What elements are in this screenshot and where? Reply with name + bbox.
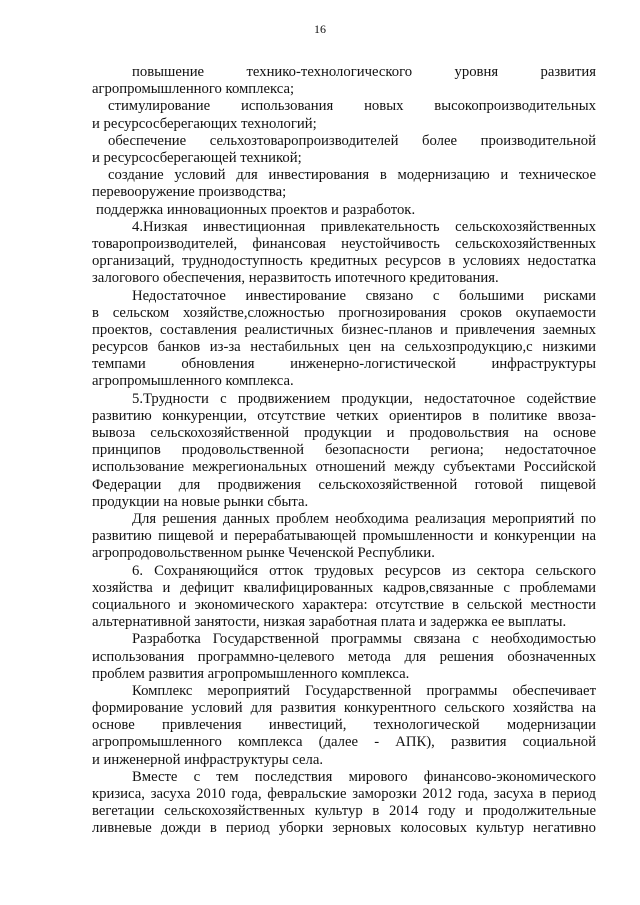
text-line: агропромышленного комплекса; (92, 81, 295, 98)
paragraph (92, 631, 596, 683)
paragraph (92, 511, 596, 563)
paragraph (92, 202, 596, 219)
text-line: Вместе с тем последствия мирового финансово-экономического (132, 768, 596, 785)
text-line: проблем развития агропромышленного комплекса. (92, 665, 410, 682)
text-line: Недостаточное инвестирование связано с большими рисками (132, 287, 596, 304)
text-line: в сельском хозяйстве,сложностью прогнозирования сроков окупаемости (92, 304, 596, 321)
text-line: перевооружение производства; (92, 184, 287, 201)
paragraph (92, 167, 596, 201)
text-line: 6. Сохраняющийся отток трудовых ресурсов из сектора сельского (132, 562, 596, 579)
text-line: организаций, труднодоступность кредитных ресурсов в условиях недостатка (92, 253, 596, 270)
text-line: поддержка инновационных проектов и разработок. (96, 201, 416, 218)
paragraph (92, 563, 596, 632)
text-line: агропромышленного комплекса. (92, 373, 294, 390)
text-line: Для решения данных проблем необходима реализация мероприятий по (132, 511, 596, 527)
text-line: развитию конкуренции, отсутствие четких ориентиров в политике ввоза- (92, 407, 596, 424)
document-body (92, 64, 596, 838)
text-line: 4.Низкая инвестиционная привлекательность сельскохозяйственных (132, 218, 596, 235)
text-line: и инженерной инфраструктуры села. (92, 751, 324, 768)
paragraph (92, 64, 596, 98)
text-line: хозяйства и дефицит квалифицированных кадров,связанные с проблемами (92, 579, 596, 596)
text-line: стимулирование использования новых высокопроизводительных (108, 98, 596, 115)
text-line: вывоза сельскохозяйственной продукции и продовольствия на основе (92, 425, 596, 442)
text-line: развитию пищевой и перерабатывающей промышленности и конкуренции на (92, 528, 596, 545)
text-line: ресурсов банков из-за нестабильных цен на сельхозпродукцию,с низкими (92, 339, 596, 356)
text-line: залогового обеспечения, неразвитость ипотечного кредитования. (92, 270, 499, 287)
text-line: 5.Трудности с продвижением продукции, недостаточное содействие (132, 390, 596, 407)
text-line: агропромышленного комплекса (далее - АПК), развития социальной (92, 734, 596, 751)
text-line: кризиса, засуха 2010 года, февральские заморозки 2012 года, засуха в период (92, 786, 596, 803)
text-line: проектов, составления реалистичных бизнес-планов и привлечения заемных (92, 321, 596, 338)
paragraph (92, 288, 596, 391)
text-line: повышение технико-технологического уровня развития (132, 64, 596, 80)
text-line: темпами обновления инженерно-логистической инфраструктуры (92, 356, 596, 373)
text-line: использование межрегиональных отношений между субъектами Российской (92, 459, 596, 476)
text-line: социального и экономического характера: отсутствие в сельской местности (92, 596, 596, 613)
paragraph (92, 769, 596, 838)
paragraph (92, 98, 596, 132)
text-line: ливневые дожди в период уборки зерновых колосовых культур негативно (92, 820, 596, 837)
text-line: и ресурсосберегающей техникой; (92, 149, 302, 166)
text-line: альтернативной занятости, низкая заработная плата и задержка ее выплаты. (92, 614, 567, 631)
text-line: основе привлечения инвестиций, технологической модернизации (92, 717, 596, 734)
text-line: Комплекс мероприятий Государственной программы обеспечивает (132, 682, 596, 699)
text-line: формирование условий для развития конкурентного сельского хозяйства на (92, 700, 596, 717)
text-line: создание условий для инвестирования в модернизацию и техническое (108, 167, 596, 184)
page-number: 16 (314, 22, 326, 36)
paragraph (92, 133, 596, 167)
paragraph (92, 219, 596, 288)
text-line: вегетации сельскохозяйственных культур в 2014 году и продолжительные (92, 803, 596, 820)
text-line: принципов продовольственной безопасности региона; недостаточное (92, 442, 596, 459)
paragraph (92, 683, 596, 769)
text-line: обеспечение сельхозтоваропроизводителей более производительной (108, 132, 596, 149)
paragraph (92, 391, 596, 511)
text-line: продукции на новые рынки сбыта. (92, 493, 309, 510)
text-line: и ресурсосберегающих технологий; (92, 115, 317, 132)
text-line: агропродовольственном рынке Чеченской Республики. (92, 545, 435, 562)
text-line: Разработка Государственной программы связана с необходимостью (132, 631, 596, 648)
text-line: Федерации для продвижения сельскохозяйственной готовой пищевой (92, 476, 596, 493)
text-line: товаропроизводителей, финансовая неустойчивость сельскохозяйственных (92, 235, 596, 252)
text-line: использования программно-целевого метода для решения обозначенных (92, 648, 596, 665)
